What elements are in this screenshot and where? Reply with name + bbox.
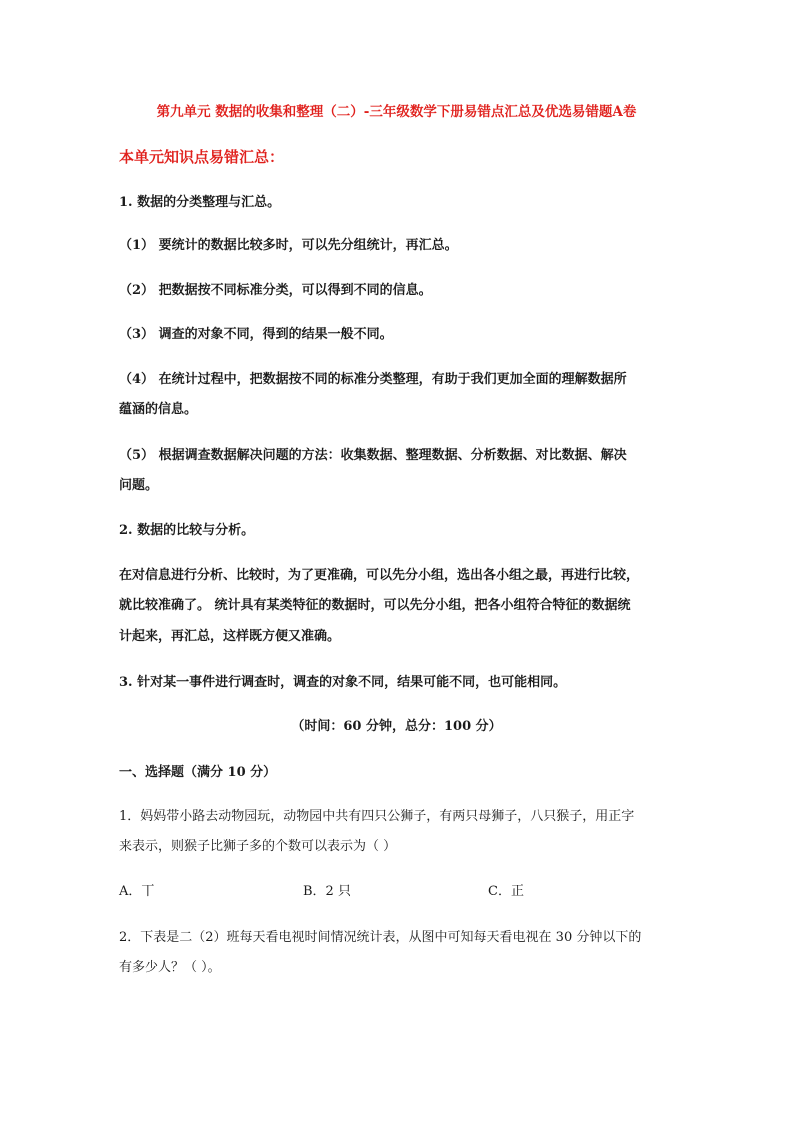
question-1-line: 1．妈妈带小路去动物园玩，动物园中共有四只公狮子，有两只母狮子，八只猴子，用正字	[119, 809, 635, 824]
question-1-option-a: A．丅	[119, 884, 155, 899]
section-1-heading: 1. 数据的分类整理与汇总。	[119, 195, 281, 210]
question-2-line: 2．下表是二（2）班每天看电视时间情况统计表，从图中可知每天看电视在 30 分钟以下的	[119, 930, 642, 945]
section-2-heading: 2. 数据的比较与分析。	[119, 523, 255, 538]
section-1-item: （2） 把数据按不同标准分类，可以得到不同的信息。	[119, 283, 432, 298]
question-2-line: 有多少人？（ ）。	[119, 960, 221, 975]
section-2-paragraph-line: 在对信息进行分析、比较时，为了更准确，可以先分小组，选出各小组之最，再进行比较，	[119, 568, 640, 583]
section-1-item-continued: 问题。	[119, 478, 159, 493]
summary-heading: 本单元知识点易错汇总：	[119, 148, 285, 166]
question-1-option-c: C．正	[488, 884, 524, 899]
section-1-item-continued: 蕴涵的信息。	[119, 402, 198, 417]
section-1-item: （1） 要统计的数据比较多时，可以先分组统计，再汇总。	[119, 238, 458, 253]
question-1-line: 来表示，则猴子比狮子多的个数可以表示为（ ）	[119, 839, 397, 854]
section-2-paragraph-line: 就比较准确了。 统计具有某类特征的数据时，可以先分小组，把各小组符合特征的数据统	[119, 598, 631, 613]
question-1-option-b: B．2 只	[303, 884, 351, 899]
section-1-item: （5） 根据调查数据解决问题的方法：收集数据、整理数据、分析数据、对比数据、解决	[119, 448, 627, 463]
section-1-item: （4） 在统计过程中，把数据按不同的标准分类整理，有助于我们更加全面的理解数据所	[119, 372, 627, 387]
time-info: （时间：60 分钟，总分：100 分）	[291, 719, 502, 734]
section-3-heading: 3. 针对某一事件进行调查时，调查的对象不同，结果可能不同，也可能相同。	[119, 675, 567, 690]
part-1-heading: 一、选择题（满分 10 分）	[119, 765, 277, 780]
section-1-item: （3） 调查的对象不同，得到的结果一般不同。	[119, 327, 393, 342]
document-title: 第九单元 数据的收集和整理（二）-三年级数学下册易错点汇总及优选易错题A卷	[156, 104, 637, 120]
section-2-paragraph-line: 计起来，再汇总，这样既方便又准确。	[119, 629, 341, 644]
